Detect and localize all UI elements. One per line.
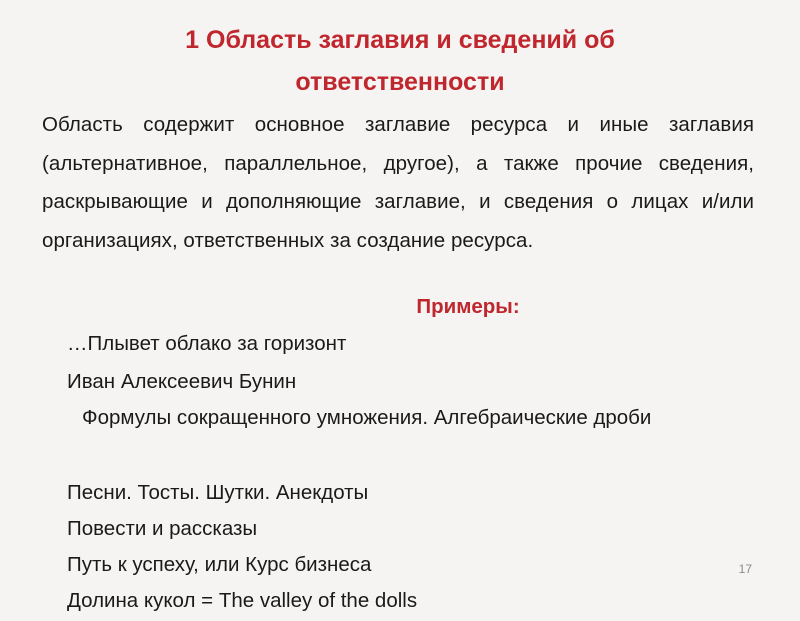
example-item: Иван Алексеевич Бунин: [67, 370, 297, 393]
page-number: 17: [738, 562, 752, 576]
example-item: Повести и рассказы: [67, 517, 258, 540]
example-item: Путь к успеху, или Курс бизнеса: [67, 553, 372, 576]
description-paragraph: Область содержит основное заглавие ресурса и иные заглавия (альтернативное, параллельное, другое), а также прочие сведения, раскрывающие и дополняющие заглавие, и сведения о лицах и/или организациях, ответственных за создание ресурса.: [42, 113, 754, 252]
slide-title-line-1: 1 Область заглавия и сведений об: [185, 26, 615, 54]
example-item: Долина кукол = The valley of the dolls: [67, 589, 418, 612]
slide-title-line-2: ответственности: [295, 68, 505, 96]
example-item: Песни. Тосты. Шутки. Анекдоты: [67, 481, 369, 504]
examples-heading: Примеры:: [416, 295, 520, 318]
example-item: Формулы сокращенного умножения. Алгебраические дроби: [82, 406, 652, 429]
example-item: …Плывет облако за горизонт: [67, 332, 347, 355]
